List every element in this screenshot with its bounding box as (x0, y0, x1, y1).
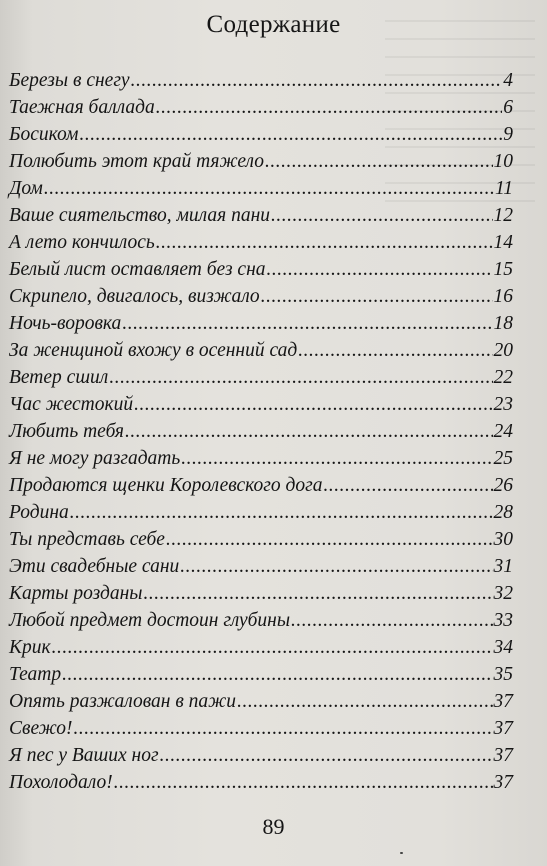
print-speck (400, 852, 403, 854)
toc-entry-title: Ваше сиятельство, милая пани (9, 205, 271, 226)
toc-entry-page: 33 (493, 610, 513, 631)
toc-entry-page: 23 (493, 394, 513, 415)
toc-entry-page: 37 (493, 691, 513, 712)
dot-leader (114, 772, 493, 794)
toc-entry-page: 34 (493, 637, 513, 658)
toc-entry-title: Я не могу разгадать (9, 448, 181, 469)
dot-leader (160, 745, 493, 767)
toc-entry[interactable] (9, 718, 513, 745)
dot-leader (70, 502, 493, 524)
toc-entry[interactable] (9, 583, 513, 610)
toc-entry-title: Родина (9, 502, 69, 523)
toc-entry-title: Любить тебя (9, 421, 124, 442)
toc-entry[interactable] (9, 394, 513, 421)
toc-entry[interactable] (9, 502, 513, 529)
toc-entry[interactable] (9, 610, 513, 637)
dot-leader (156, 97, 503, 119)
toc-entry-page: 37 (493, 718, 513, 739)
dot-leader (298, 340, 492, 362)
toc-entry-title: Карты розданы (9, 583, 143, 604)
toc-entry[interactable] (9, 151, 513, 178)
toc-entry[interactable] (9, 124, 513, 151)
toc-entry-page: 16 (493, 286, 513, 307)
toc-entry-title: Похолодало! (9, 772, 113, 793)
dot-leader (52, 637, 493, 659)
toc-entry-page: 20 (493, 340, 513, 361)
toc-entry-page: 14 (493, 232, 513, 253)
toc-entry[interactable] (9, 232, 513, 259)
toc-entry-page: 30 (493, 529, 513, 550)
dot-leader (265, 151, 492, 173)
toc-entry-title: Таежная баллада (9, 97, 155, 118)
toc-entry-page: 11 (494, 178, 513, 199)
toc-entry[interactable] (9, 529, 513, 556)
toc-entry-title: Босиком (9, 124, 79, 145)
toc-entry[interactable] (9, 205, 513, 232)
toc-entry-title: Ветер сшил (9, 367, 109, 388)
toc-entry[interactable] (9, 664, 513, 691)
toc-entry[interactable] (9, 556, 513, 583)
toc-entry[interactable] (9, 313, 513, 340)
toc-entry-title: Эти свадебные сани (9, 556, 180, 577)
dot-leader (237, 691, 492, 713)
toc-entry-page: 10 (493, 151, 513, 172)
dot-leader (74, 718, 493, 740)
toc-entry-title: Опять разжалован в пажи (9, 691, 237, 712)
toc-entry-title: Ты представь себе (9, 529, 165, 550)
dot-leader (125, 421, 493, 443)
toc-entry-page: 35 (493, 664, 513, 685)
toc-entry[interactable] (9, 421, 513, 448)
dot-leader (181, 448, 492, 470)
toc-entry-page: 32 (493, 583, 513, 604)
dot-leader (180, 556, 492, 578)
toc-entry[interactable] (9, 340, 513, 367)
toc-entry-title: А лето кончилось (9, 232, 155, 253)
page-title: Содержание (206, 11, 341, 38)
toc-entry[interactable] (9, 178, 513, 205)
toc-entry-title: За женщиной вхожу в осенний сад (9, 340, 298, 361)
toc-entry[interactable] (9, 97, 513, 124)
toc-entry-page: 22 (493, 367, 513, 388)
toc-entry[interactable] (9, 367, 513, 394)
dot-leader (131, 70, 503, 92)
toc-entry-page: 18 (493, 313, 513, 334)
toc-entry-title: Скрипело, двигалось, визжало (9, 286, 260, 307)
toc-entry-page: 6 (503, 97, 513, 118)
toc-entry[interactable] (9, 448, 513, 475)
toc-entry-title: Любой предмет достоин глубины (9, 610, 291, 631)
toc-entry-page: 31 (493, 556, 513, 577)
toc-entry-title: Полюбить этот край тяжело (9, 151, 265, 172)
toc-entry-page: 37 (493, 745, 513, 766)
dot-leader (271, 205, 492, 227)
toc-entry[interactable] (9, 286, 513, 313)
toc-entry[interactable] (9, 475, 513, 502)
dot-leader (44, 178, 494, 200)
toc-entry-page: 37 (493, 772, 513, 793)
toc-entry-title: Я пес у Ваших ног (9, 745, 159, 766)
page-number: 89 (262, 814, 285, 839)
dot-leader (143, 583, 492, 605)
toc-entry[interactable] (9, 70, 513, 97)
dot-leader (267, 259, 493, 281)
toc-entry-page: 28 (493, 502, 513, 523)
toc-entry-title: Дом (9, 178, 43, 199)
table-of-contents (9, 70, 513, 799)
toc-entry[interactable] (9, 259, 513, 286)
toc-entry-page: 9 (503, 124, 513, 145)
dot-leader (166, 529, 493, 551)
dot-leader (156, 232, 493, 254)
toc-entry-page: 15 (493, 259, 513, 280)
toc-entry-title: Час жестокий (9, 394, 134, 415)
toc-entry-title: Белый лист оставляет без сна (9, 259, 266, 280)
toc-entry-title: Свежо! (9, 718, 73, 739)
dot-leader (261, 286, 493, 308)
dot-leader (323, 475, 492, 497)
toc-entry-page: 4 (503, 70, 513, 91)
toc-entry-title: Крик (9, 637, 51, 658)
toc-entry-title: Продаются щенки Королевского дога (9, 475, 323, 496)
dot-leader (134, 394, 492, 416)
toc-entry-title: Ночь-воровка (9, 313, 122, 334)
toc-entry-title: Театр (9, 664, 62, 685)
dot-leader (291, 610, 492, 632)
toc-entry[interactable] (9, 772, 513, 799)
dot-leader (80, 124, 503, 146)
toc-entry-page: 24 (493, 421, 513, 442)
toc-entry[interactable] (9, 745, 513, 772)
toc-entry-page: 26 (493, 475, 513, 496)
dot-leader (109, 367, 492, 389)
toc-entry[interactable] (9, 691, 513, 718)
toc-entry-page: 25 (493, 448, 513, 469)
dot-leader (122, 313, 492, 335)
toc-entry-title: Березы в снегу (9, 70, 130, 91)
dot-leader (62, 664, 492, 686)
toc-entry[interactable] (9, 637, 513, 664)
toc-entry-page: 12 (493, 205, 513, 226)
